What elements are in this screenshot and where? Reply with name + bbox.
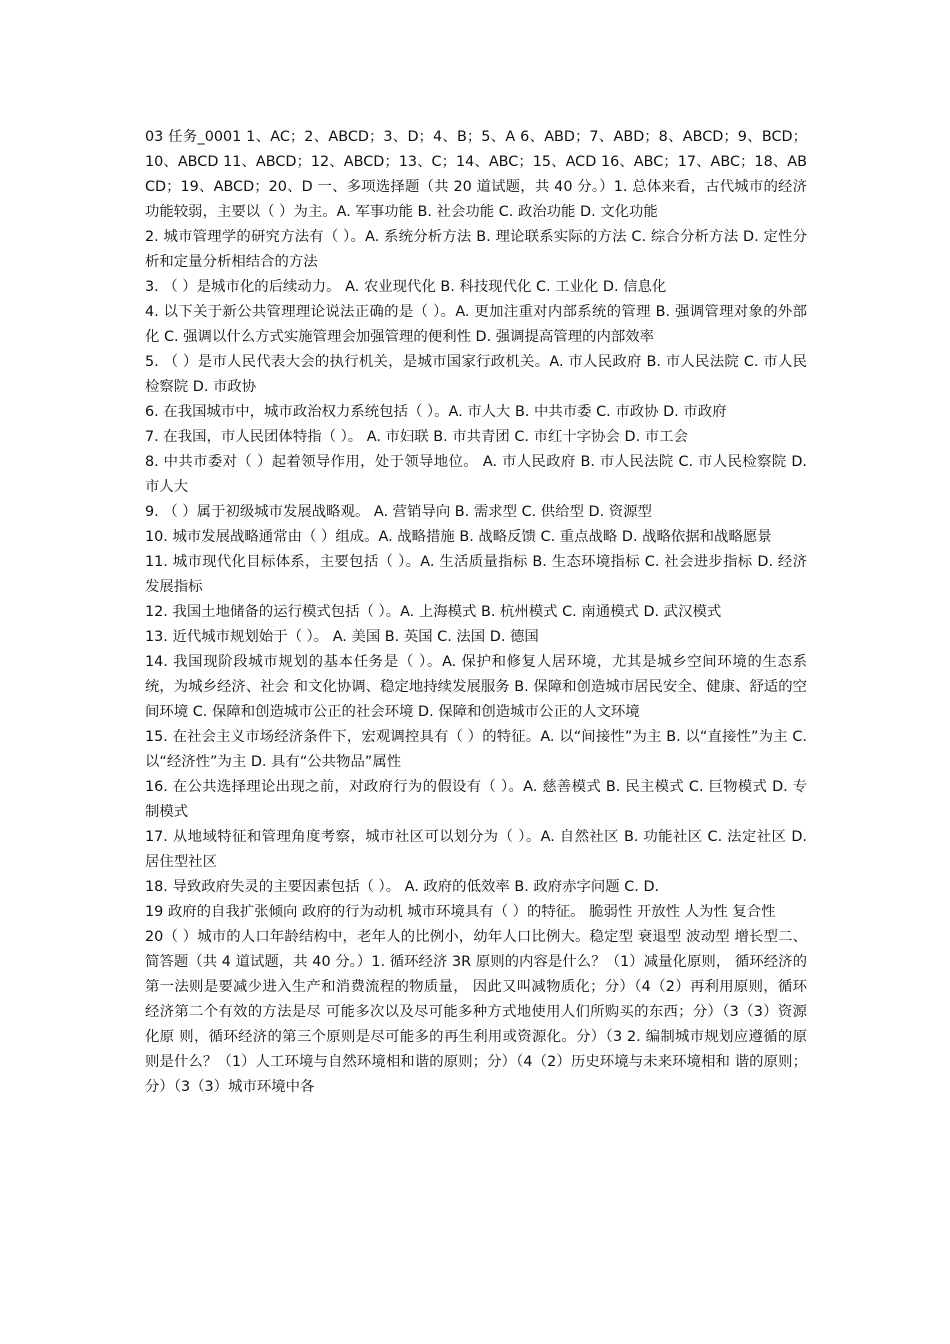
question-18: 18. 导致政府失灵的主要因素包括（ ）。 A. 政府的低效率 B. 政府赤字问题 C. D.: [145, 879, 660, 895]
question-13: 13. 近代城市规划始于（ ）。 A. 美国 B. 英国 C. 法国 D. 德国: [145, 629, 539, 645]
question-9: 9. （ ）属于初级城市发展战略观。 A. 营销导向 B. 需求型 C. 供给型 D. 资源型: [145, 504, 652, 520]
question-3: 3. （ ）是城市化的后续动力。 A. 农业现代化 B. 科技现代化 C. 工业化 D. 信息化: [145, 279, 667, 295]
question-7: 7. 在我国，市人民团体特指（ ）。 A. 市妇联 B. 市共青团 C. 市红十字协会 D. 市工会: [145, 429, 688, 445]
question-15: 15. 在社会主义市场经济条件下，宏观调控具有（ ）的特征。A. 以“间接性”为主 B. 以“直接性”为主 C. 以“经济性”为主 D. 具有“公共物品”属性: [145, 729, 807, 770]
question-6: 6. 在我国城市中，城市政治权力系统包括（ ）。A. 市人大 B. 中共市委 C. 市政协 D. 市政府: [145, 404, 727, 420]
question-4: 4. 以下关于新公共管理理论说法正确的是（ ）。A. 更加注重对内部系统的管理 B. 强调管理对象的外部化 C. 强调以什么方式实施管理会加强管理的便利性 D. 强调提高管理的内部效率: [145, 304, 807, 345]
question-2: 2. 城市管理学的研究方法有（ ）。A. 系统分析方法 B. 理论联系实际的方法 C. 综合分析方法 D. 定性分析和定量分析相结合的方法: [145, 229, 807, 270]
question-16: 16. 在公共选择理论出现之前，对政府行为的假设有（ ）。A. 慈善模式 B. 民主模式 C. 巨物模式 D. 专制模式: [145, 779, 807, 820]
question-14: 14. 我国现阶段城市规划的基本任务是（ ）。A. 保护和修复人居环境，尤其是城乡空间环境的生态系统，为城乡经济、社会 和文化协调、稳定地持续发展服务 B. 保障和创造城市居民安全、健康、舒适的空间环境 C. 保障和创造城市公正的社会环境 D. 保障和创造城市公正的人文环境: [145, 654, 807, 720]
question-19: 19 政府的自我扩张倾向 政府的行为动机 城市环境具有（ ）的特征。 脆弱性 开放性 人为性 复合性: [145, 904, 776, 920]
question-5: 5. （ ）是市人民代表大会的执行机关，是城市国家行政机关。A. 市人民政府 B. 市人民法院 C. 市人民检察院 D. 市政协: [145, 354, 807, 395]
question-20-and-short-answers: 20（ ）城市的人口年龄结构中，老年人的比例小，幼年人口比例大。稳定型 衰退型 波动型 增长型二、简答题（共 4 道试题，共 40 分。）1. 循环经济 3R 原则的内容是什么？（1）减量化原则， 循环经济的第一法则是要减少进入生产和消费流程的物质量， 因此又叫减物质化；分）（4（2）再利用原则，循环经济第二个有效的方法是尽 可能多次以及尽可能多种方式地使用人们所购买的东西；分）（3（3）资源化原 则，循环经济的第三个原则是尽可能多的再生利用或资源化。分）（3 2. 编制城市规划应遵循的原则是什么？（1）人工环境与自然环境相和谐的原则；分）（4（2）历史环境与未来环境相和 谐的原则；分）（3（3）城市环境中各: [145, 929, 807, 1095]
question-17: 17. 从地域特征和管理角度考察，城市社区可以划分为（ ）。A. 自然社区 B. 功能社区 C. 法定社区 D. 居住型社区: [145, 829, 807, 870]
answer-key-and-question-1: 03 任务_0001 1、AC；2、ABCD；3、D；4、B；5、A 6、ABD；7、ABD；8、ABCD；9、BCD；10、ABCD 11、ABCD；12、ABCD；13、C；14、ABC；15、ACD 16、ABC；17、ABC；18、ABCD；19、ABCD；20、D 一、多项选择题（共 20 道试题，共 40 分。）1. 总体来看，古代城市的经济功能较弱，主要以（ ）为主。A. 军事功能 B. 社会功能 C. 政治功能 D. 文化功能: [145, 129, 807, 220]
question-11: 11. 城市现代化目标体系，主要包括（ ）。A. 生活质量指标 B. 生态环境指标 C. 社会进步指标 D. 经济发展指标: [145, 554, 807, 595]
document-body: [145, 125, 807, 1100]
question-10: 10. 城市发展战略通常由（ ）组成。A. 战略措施 B. 战略反馈 C. 重点战略 D. 战略依据和战略愿景: [145, 529, 772, 545]
question-12: 12. 我国土地储备的运行模式包括（ ）。A. 上海模式 B. 杭州模式 C. 南通模式 D. 武汉模式: [145, 604, 722, 620]
question-8: 8. 中共市委对（ ）起着领导作用，处于领导地位。 A. 市人民政府 B. 市人民法院 C. 市人民检察院 D. 市人大: [145, 454, 807, 495]
